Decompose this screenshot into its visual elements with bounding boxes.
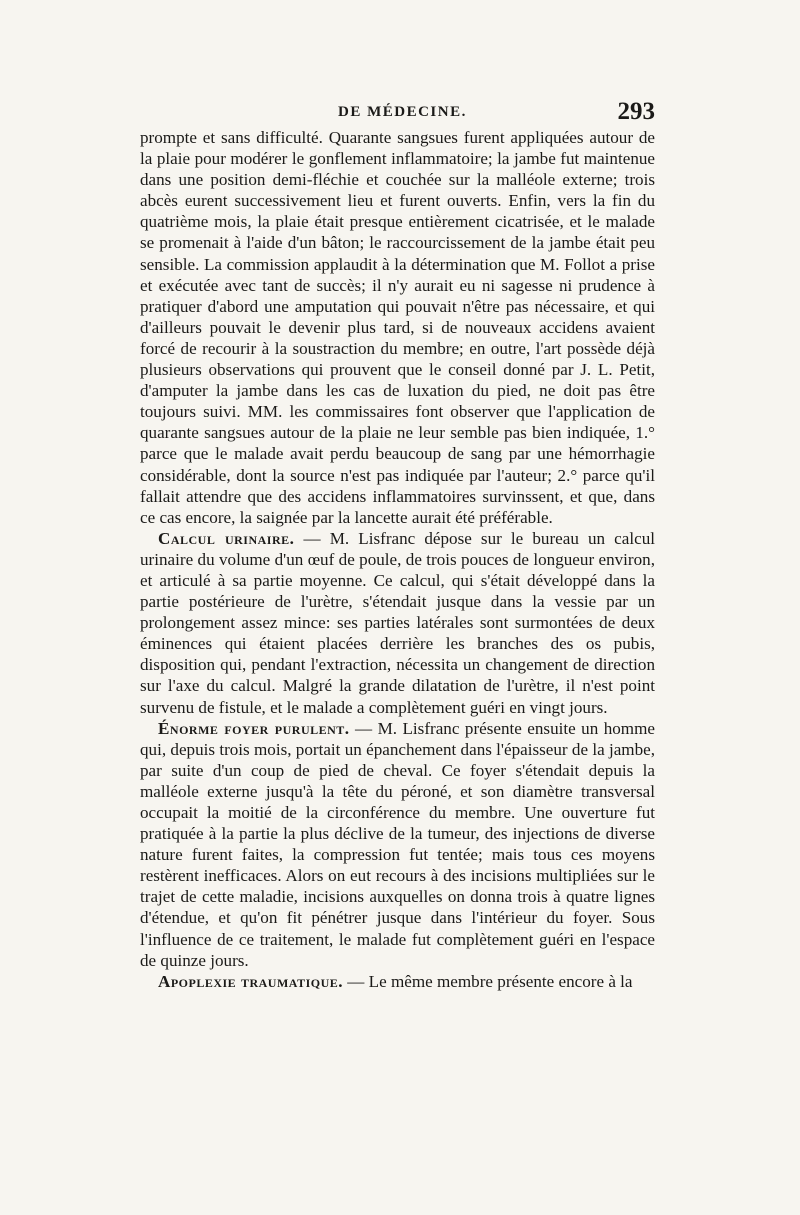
paragraph-text: prompte et sans difficulté. Quarante sangsues furent appliquées autour de la plaie pour modérer le gonflement inflammatoire; la jambe fut maintenue dans une position demi-fléchie et couchée sur la malléole externe; trois abcès eurent successivement lieu et furent ouverts. Enfin, vers la fin du quatrième mois, la plaie était presque entièrement cicatrisée, et le malade se promenait à l'aide d'un bâton; le raccourcissement de la jambe était peu sensible. La commission applaudit à la détermination que M. Follot a prise et exécutée avec tant de succès; il n'y aurait eu ni sagesse ni prudence à pratiquer d'abord une amputation qui pouvait n'être pas nécessaire, et qui d'ailleurs pouvait le devenir plus tard, si de nouveaux accidens avaient forcé de recourir à la soustraction du membre; en outre, l'art possède déjà plusieurs observations qui prouvent que le conseil donné par J. L. Petit, d'amputer la jambe dans les cas de luxation du pied, ne doit pas être toujours suivi. MM. les commissaires font observer que l'application de quarante sangsues autour de la plaie ne leur semble pas bien indiquée, 1.° parce que le malade avait perdu beaucoup de sang par une hémorrhagie considérable, dont la source n'est pas indiquée par l'auteur; 2.° parce qu'il fallait attendre que des accidens inflammatoires survinssent, et que, dans ce cas encore, la saignée par la lancette aurait été préférable. [140,128,655,527]
page-number: 293 [617,98,655,125]
paragraph-text: — M. Lisfranc présente ensuite un homme qui, depuis trois mois, portait un épanchement dans l'épaisseur de la jambe, par suite d'un coup de pied de cheval. Ce foyer s'étendait depuis la malléole externe jusqu'à la tête du péroné, et son diamètre transversal occupait la moitié de la circonférence du membre. Une ouverture fut pratiquée à la partie la plus déclive de la tumeur, des injections de diverse nature furent faites, la compression fut tentée; mais tous ces moyens restèrent inefficaces. Alors on eut recours à des incisions multipliées sur le trajet de cette maladie, incisions auxquelles on donna trois à quatre lignes d'étendue, et qu'on fit pénétrer jusque dans l'intérieur du foyer. Sous l'influence de ce traitement, le malade fut complètement guéri en l'espace de quinze jours. [140,718,655,970]
paragraph-text: — Le même membre présente encore à la [343,971,633,991]
section-heading: Calcul urinaire. [158,528,295,548]
running-title: DE MÉDECINE. [338,104,467,120]
page-header [140,100,655,130]
paragraph-calcul-urinaire [140,528,655,718]
section-heading: Énorme foyer purulent. [158,718,350,738]
paragraph-text: — M. Lisfranc dépose sur le bureau un calcul urinaire du volume d'un œuf de poule, de trois pouces de longueur environ, et articulé à sa partie moyenne. Ce calcul, qui s'était développé dans la partie postérieure de l'urètre, s'étendait jusque dans la vessie par un prolongement assez mince: ses parties latérales sont surmontées de deux éminences qui étaient placées derrière les branches des os pubis, disposition qui, pendant l'extraction, nécessita un changement de direction sur l'axe du calcul. Malgré la grande dilatation de l'urètre, il n'est point survenu de fistule, et le malade a complètement guéri en vingt jours. [140,528,655,717]
section-heading: Apoplexie traumatique. [158,971,344,991]
paragraph-apoplexie [140,971,655,992]
paragraph-continuation [140,127,655,528]
body-text [140,127,655,992]
paragraph-foyer-purulent [140,718,655,971]
